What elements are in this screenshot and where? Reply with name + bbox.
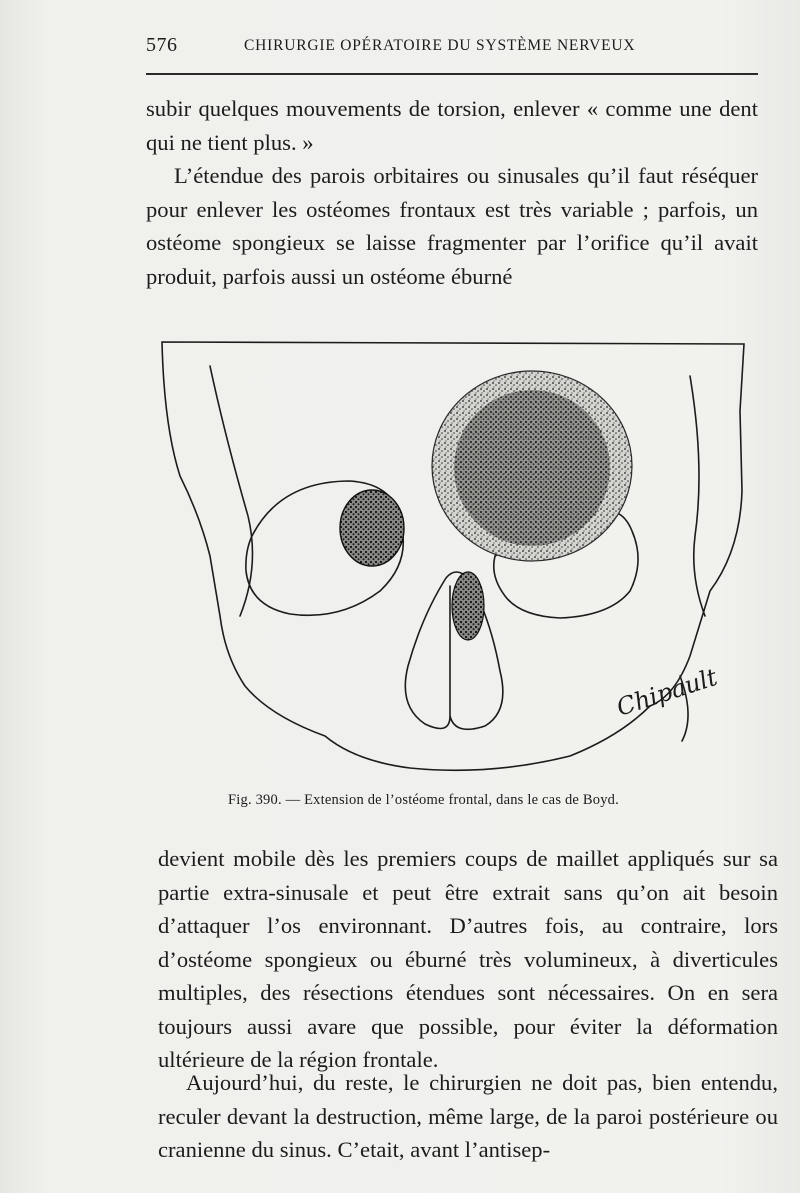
paragraph-1: subir quelques mouvements de torsion, enlever « comme une dent qui ne tient plus. » (146, 96, 758, 155)
illustrator-signature: Chipault (613, 662, 721, 722)
page-header (146, 34, 758, 60)
skull-front-view-illustration (150, 316, 760, 786)
figure-skull (150, 316, 760, 786)
paragraph-4: Aujourd’hui, du reste, le chirurgien ne doit pas, bien entendu, reculer devant la destruction, même large, de la paroi postérieure ou cranienne du sinus. C’etait, avant l’antisep- (158, 1070, 778, 1162)
header-rule (146, 73, 758, 75)
running-head: CHIRURGIE OPÉRATOIRE DU SYSTÈME NERVEUX (244, 37, 636, 54)
figure-caption: Fig. 390. — Extension de l’ostéome frontal, dans le cas de Boyd. (228, 792, 619, 808)
page-number: 576 (146, 34, 178, 56)
paragraph-2: L’étendue des parois orbitaires ou sinusales qu’il faut réséquer pour enlever les ostéomes frontaux est très variable ; parfois, un ostéome spongieux se laisse fragmenter par l’orifice qu’il avait produit, parfois aussi un ostéome éburné (146, 163, 758, 289)
paragraph-3: devient mobile dès les premiers coups de maillet appliqués sur sa partie extra-sinusale et peut être extrait sans qu’on ait besoin d’attaquer l’os environnant. D’autres fois, au contraire, lors d’ostéome spongieux ou éburné très volumineux, à diverticules multiples, des résections étendues sont nécessaires. On en sera toujours aussi avare que possible, pour éviter la déformation ultérieure de la région frontale. (158, 846, 778, 1072)
